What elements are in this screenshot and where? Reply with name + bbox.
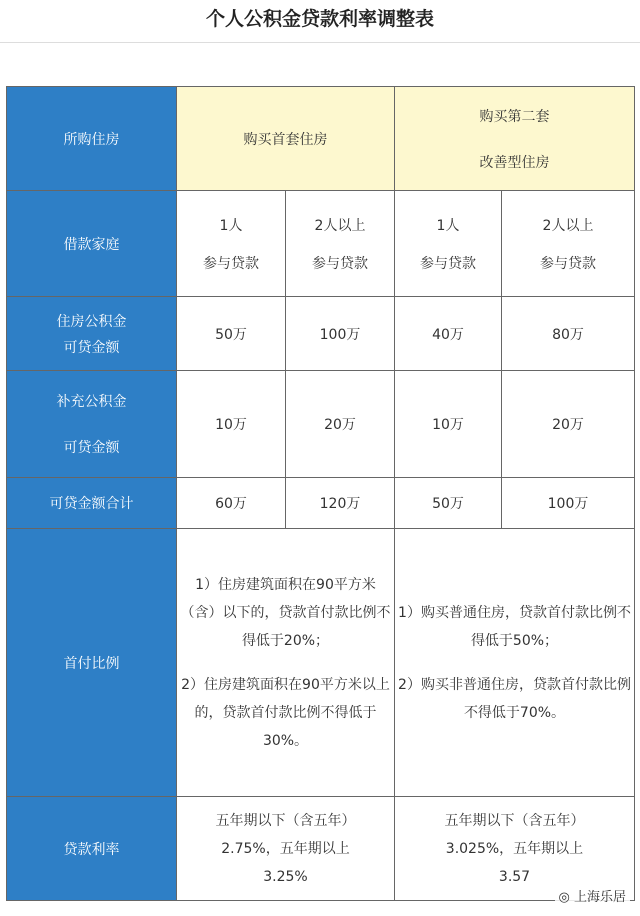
borrower-note: 参与贷款 [540,255,596,272]
borrower-count: 1人 [436,217,460,234]
borrower-label: 借款家庭 [7,191,177,297]
down-payment-second-home [395,529,635,797]
rate-table [6,86,635,901]
borrower-count: 2人以上 [542,217,594,234]
down-payment-row [7,529,635,797]
table-row [7,478,635,529]
source-watermark [555,885,631,906]
rate-line: 五年期以下（含五年） [444,812,585,829]
borrower-one-second [395,191,502,297]
second-home-header-line2: 改善型住房 [479,154,550,171]
table-row [7,297,635,371]
row-label [7,297,177,371]
table-cell: 60万 [177,478,286,529]
borrower-note: 参与贷款 [312,255,368,272]
borrower-two-second [502,191,635,297]
table-cell: 120万 [286,478,395,529]
down-payment-rule: 2）住房建筑面积在90平方米以上的，贷款首付款比例不得低于30%。 [181,676,390,749]
header-label-cell: 所购住房 [7,87,177,191]
row-label-line1: 住房公积金 [56,313,127,330]
table-cell: 50万 [395,478,502,529]
down-payment-rule: 1）住房建筑面积在90平方米（含）以下的，贷款首付款比例不得低于20%； [180,576,391,649]
rate-first-home [177,797,395,901]
table-cell: 10万 [177,371,286,478]
row-label: 可贷金额合计 [7,478,177,529]
table-cell: 100万 [286,297,395,371]
row-label-line2: 可贷金额 [63,440,120,456]
header-row [7,87,635,191]
table-cell: 10万 [395,371,502,478]
borrower-row [7,191,635,297]
row-label-line2: 可贷金额 [63,339,120,356]
second-home-header [395,87,635,191]
rate-line: 3.57 [498,868,531,885]
weibo-icon: ◎ [558,890,570,905]
down-payment-label: 首付比例 [7,529,177,797]
borrower-note: 参与贷款 [203,255,259,272]
table-cell: 50万 [177,297,286,371]
title-divider [0,42,640,43]
down-payment-first-home [177,529,395,797]
borrower-count: 1人 [219,217,243,234]
page-title: 个人公积金贷款利率调整表 [205,8,434,30]
borrower-two-first [286,191,395,297]
down-payment-rule: 2）购买非普通住房，贷款首付款比例不得低于70%。 [398,676,631,721]
rate-line: 2.75%，五年期以上 [221,840,350,857]
borrower-count: 2人以上 [314,217,366,234]
row-label [7,371,177,478]
rate-line: 3.25% [263,868,308,885]
down-payment-rule: 1）购买普通住房，贷款首付款比例不得低于50%； [398,604,631,649]
rate-line: 3.025%，五年期以上 [445,840,584,857]
rate-row [7,797,635,901]
table-cell: 20万 [502,371,635,478]
watermark-text: 上海乐居 [573,890,626,905]
table-cell: 40万 [395,297,502,371]
rate-line: 五年期以下（含五年） [215,812,356,829]
table-cell: 80万 [502,297,635,371]
borrower-note: 参与贷款 [420,255,476,272]
row-label-line1: 补充公积金 [56,394,127,410]
first-home-header: 购买首套住房 [177,87,395,191]
table-cell: 100万 [502,478,635,529]
borrower-one-first [177,191,286,297]
second-home-header-line1: 购买第二套 [479,108,550,125]
rate-label: 贷款利率 [7,797,177,901]
table-cell: 20万 [286,371,395,478]
table-row [7,371,635,478]
